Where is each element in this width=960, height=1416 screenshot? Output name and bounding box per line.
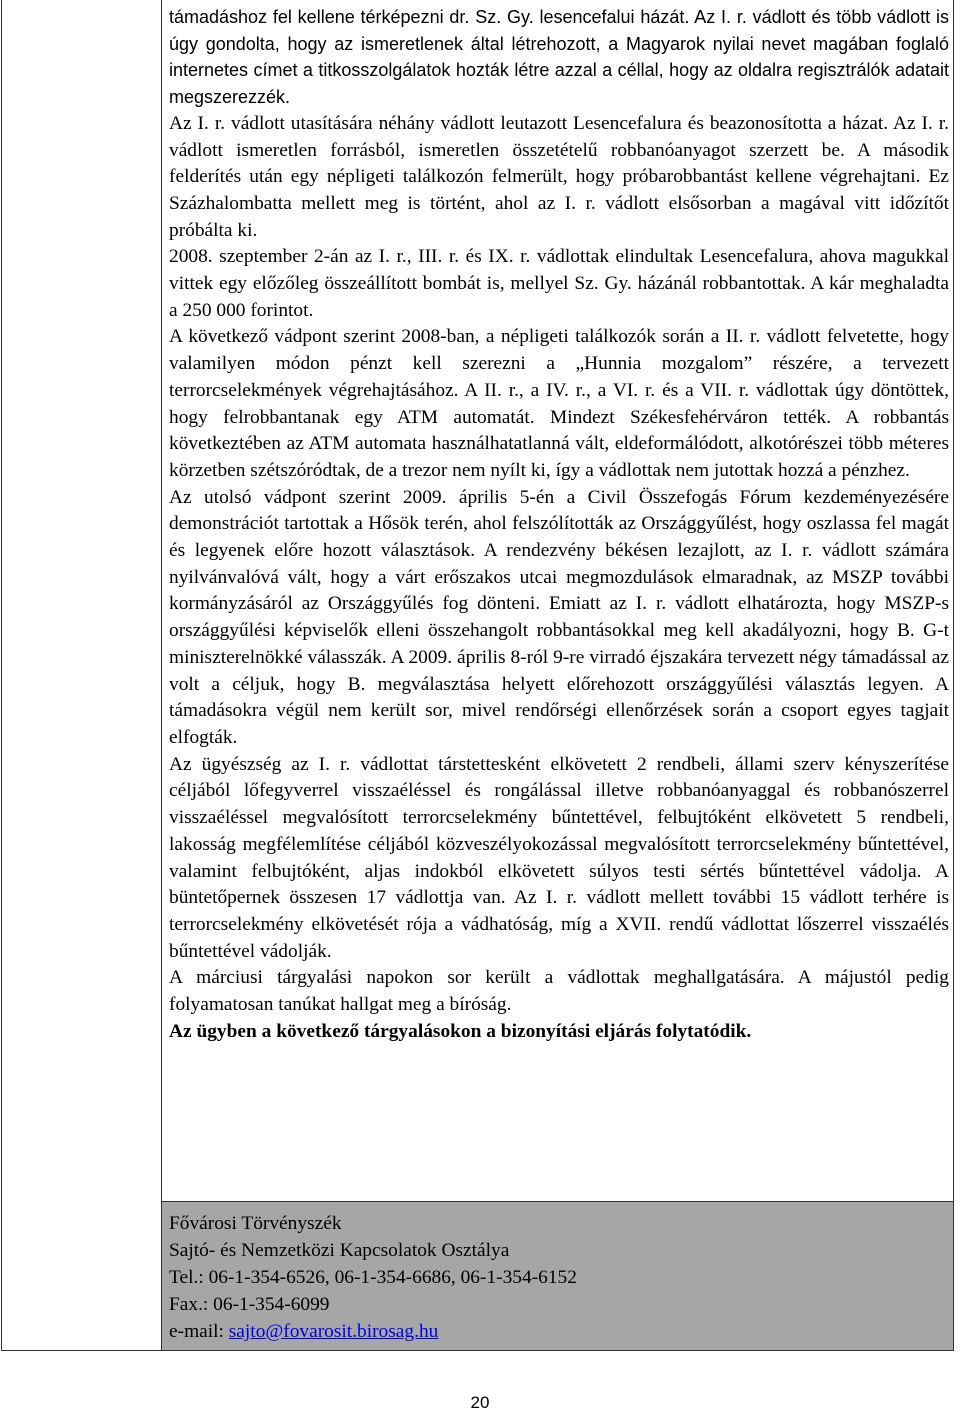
left-margin-column (2, 0, 162, 1350)
fax-number: Fax.: 06-1-354-6099 (169, 1294, 330, 1315)
court-name: Fővárosi Törvényszék (169, 1213, 342, 1234)
email-link[interactable]: sajto@fovarosit.birosag.hu (228, 1321, 439, 1342)
paragraph-7: A márciusi tárgyalási napokon sor került a vádlottak meghallgatására. A májustól pedig folyamatosan tanúkat hallgat meg a bíróság. (169, 967, 949, 1016)
paragraph-6: Az ügyészség az I. r. vádlottat társtettesként elkövetett 2 rendbeli, állami szerv kényszerítése céljából lőfegyverrel visszaéléssel és rongálással illetve robbanóanyaggal és robbanószerrel visszaéléssel megvalósított terrorcselekmény bűntettével, felbujtóként elkövetett 5 rendbeli, lakosság megfélemlítése céljából közveszélyokozással megvalósított terrorcselekmény bűntettével, valamint felbujtóként, aljas indokból elkövetett súlyos testi sértés bűntettével vádolja. A büntetőpernek összesen 17 vádlottja van. Az I. r. vádlott mellett további 15 vádlott terhére is terrorcselekmény elkövetését rója a vádhatóság, míg a XVII. rendű vádlottat lőszerrel visszaélés bűntettével vádolják. (169, 753, 949, 962)
page-number: 20 (470, 1393, 490, 1412)
email-label: e-mail: (169, 1321, 229, 1342)
paragraph-2: Az I. r. vádlott utasítására néhány vádlott leutazott Lesencefalura és beazonosította a házat. Az I. r. vádlott ismeretlen forrásból, ismeretlen összetételű robbanóanyagot szerzett be. A második felderítés után egy népligeti találkozón felmerült, hogy próbarobbantást kellene végrehajtani. Ez Százhalombatta mellett meg is történt, ahol az I. r. vádlott elsősorban a magával vitt időzítőt próbálta ki. (169, 112, 949, 241)
email-line (169, 1318, 949, 1345)
paragraph-5: Az utolsó vádpont szerint 2009. április 5-én a Civil Összefogás Fórum kezdeményezésére demonstrációt tartottak a Hősök terén, ahol felszólították az Országgyűlést, hogy oszlassa fel magát és legyenek előre hozott választások. A rendezvény békésen lezajlott, az I. r. vádlott számára nyilvánvalóvá vált, hogy a várt erőszakos utcai megmozdulások elmaradnak, az MSZP további kormányzásáról az Országgyűlés fog dönteni. Emiatt az I. r. vádlott elhatározta, hogy MSZP-s országgyűlési képviselők elleni összehangolt robbantásokkal meg kell akadályozni, hogy B. G-t miniszterelnökké válasszák. A 2009. április 8-ról 9-re virradó éjszakára tervezett négy támadással az volt a céljuk, hogy B. megválasztása helyett előrehozott országgyűlési választás legyen. A támadásokra végül nem került sor, mivel rendőrségi ellenőrzések során a csoport egyes tagjait elfogták. (169, 486, 949, 748)
paragraph-3: 2008. szeptember 2-án az I. r., III. r. és IX. r. vádlottak elindultak Lesencefalura, ahova magukkal vittek egy előzőleg összeállított bombát is, mellyel Sz. Gy. házánál robbantottak. A kár meghaladta a 250 000 forintot. (169, 246, 949, 321)
department-name: Sajtó- és Nemzetközi Kapcsolatok Osztálya (169, 1240, 510, 1261)
document-table (1, 0, 954, 1351)
paragraph-4: A következő vádpont szerint 2008-ban, a népligeti találkozók során a II. r. vádlott felvetette, hogy valamilyen módon pénzt kell szerezni a „Hunnia mozgalom” részére, a tervezett terrorcselekmények végrehajtásához. A II. r., a IV. r., a VI. r. és a VII. r. vádlottak úgy döntöttek, hogy felrobbantanak egy ATM automatát. Mindezt Székesfehérváron tették. A robbantás következtében az ATM automata használhatatlanná vált, eldeformálódott, alkotórészei több méteres körzetben szétszóródtak, de a trezor nem nyílt ki, így a vádlottak nem jutottak hozzá a pénzhez. (169, 326, 949, 481)
contact-info-cell (162, 1201, 953, 1350)
main-text-cell (162, 0, 953, 1201)
telephone-numbers: Tel.: 06-1-354-6526, 06-1-354-6686, 06-1-354-6152 (169, 1267, 577, 1288)
paragraph-8-bold-statement: Az ügyben a következő tárgyalásokon a bizonyítási eljárás folytatódik. (169, 1020, 752, 1042)
paragraph-1: támadáshoz fel kellene térképezni dr. Sz. Gy. lesencefalui házát. Az I. r. vádlott és több vádlott is úgy gondolta, hogy az ismeretlenek által létrehozott, a Magyarok nyilai nevet magában foglaló internetes címet a titkosszolgálatok hozták létre azzal a céllal, hogy az oldalra regisztrálók adatait megszerezzék. (169, 7, 949, 108)
